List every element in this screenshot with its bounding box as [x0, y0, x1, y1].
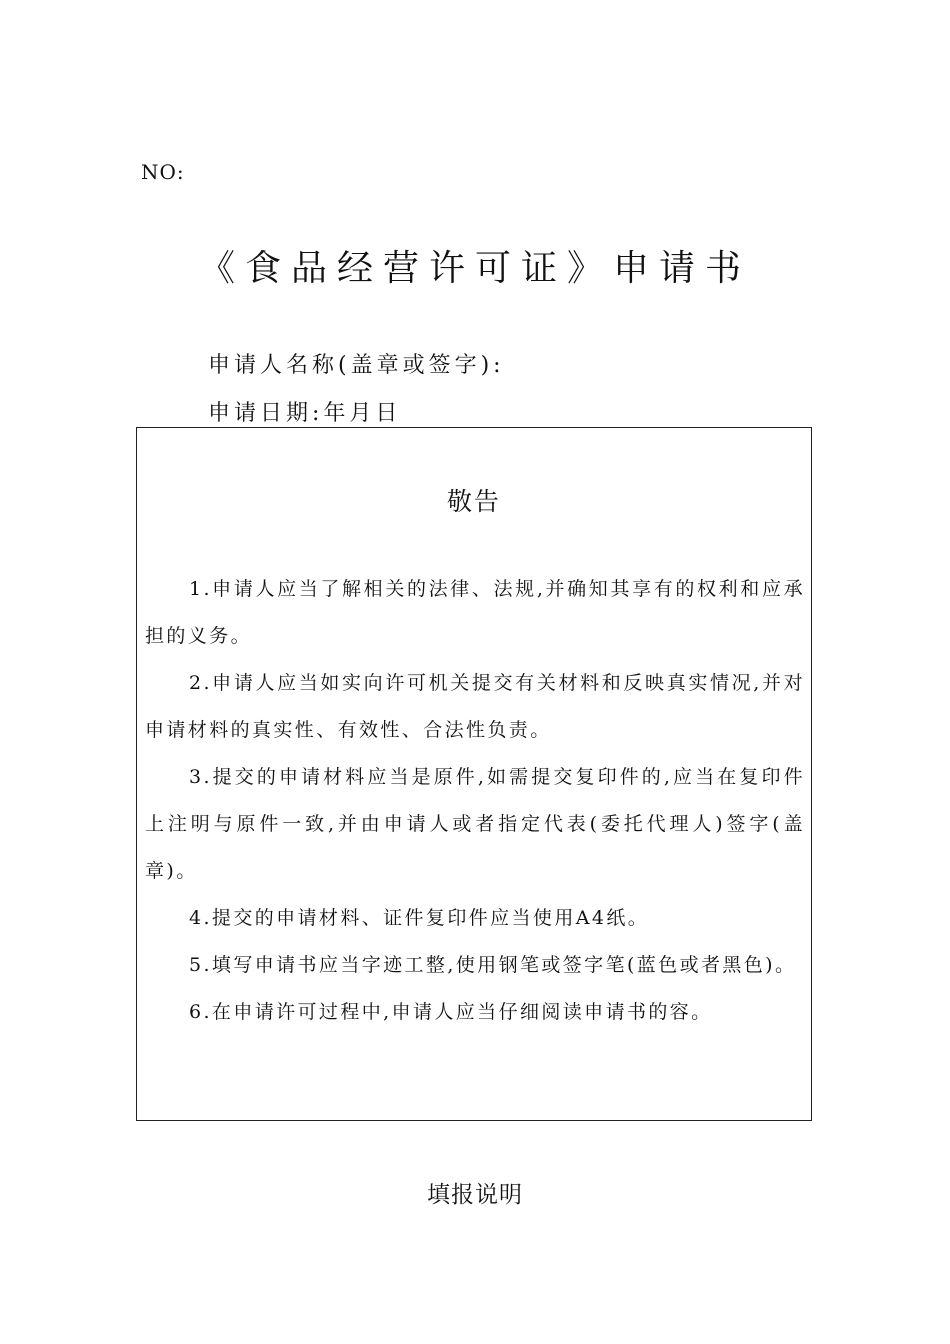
application-date-label: 申请日期:年月日 — [208, 401, 402, 426]
notice-title: 敬告 — [446, 487, 501, 516]
notice-item: 4.提交的申请材料、证件复印件应当使用A4纸。 — [189, 907, 650, 929]
fill-instructions-heading: 填报说明 — [427, 1182, 523, 1208]
applicant-name-label: 申请人名称(盖章或签字): — [208, 353, 505, 378]
notice-item: 1.申请人应当了解相关的法律、法规,并确知其享有的权利和应承担的义务。 — [145, 578, 805, 647]
notice-item: 5.填写申请书应当字迹工整,使用钢笔或签字笔(蓝色或者黑色)。 — [189, 954, 797, 976]
notice-item: 2.申请人应当如实向许可机关提交有关材料和反映真实情况,并对申请材料的真实性、有效性、合法性负责。 — [145, 672, 805, 741]
notice-item: 3.提交的申请材料应当是原件,如需提交复印件的,应当在复印件上注明与原件一致,并由申请人或者指定代表(委托代理人)签字(盖章)。 — [145, 766, 805, 882]
notice-box — [136, 427, 812, 1121]
notice-list — [145, 566, 805, 1036]
notice-item: 6.在申请许可过程中,申请人应当仔细阅读申请书的容。 — [189, 1001, 713, 1023]
document-number-label: NO: — [141, 160, 185, 184]
page-title: 《食品经营许可证》申请书 — [198, 248, 751, 289]
